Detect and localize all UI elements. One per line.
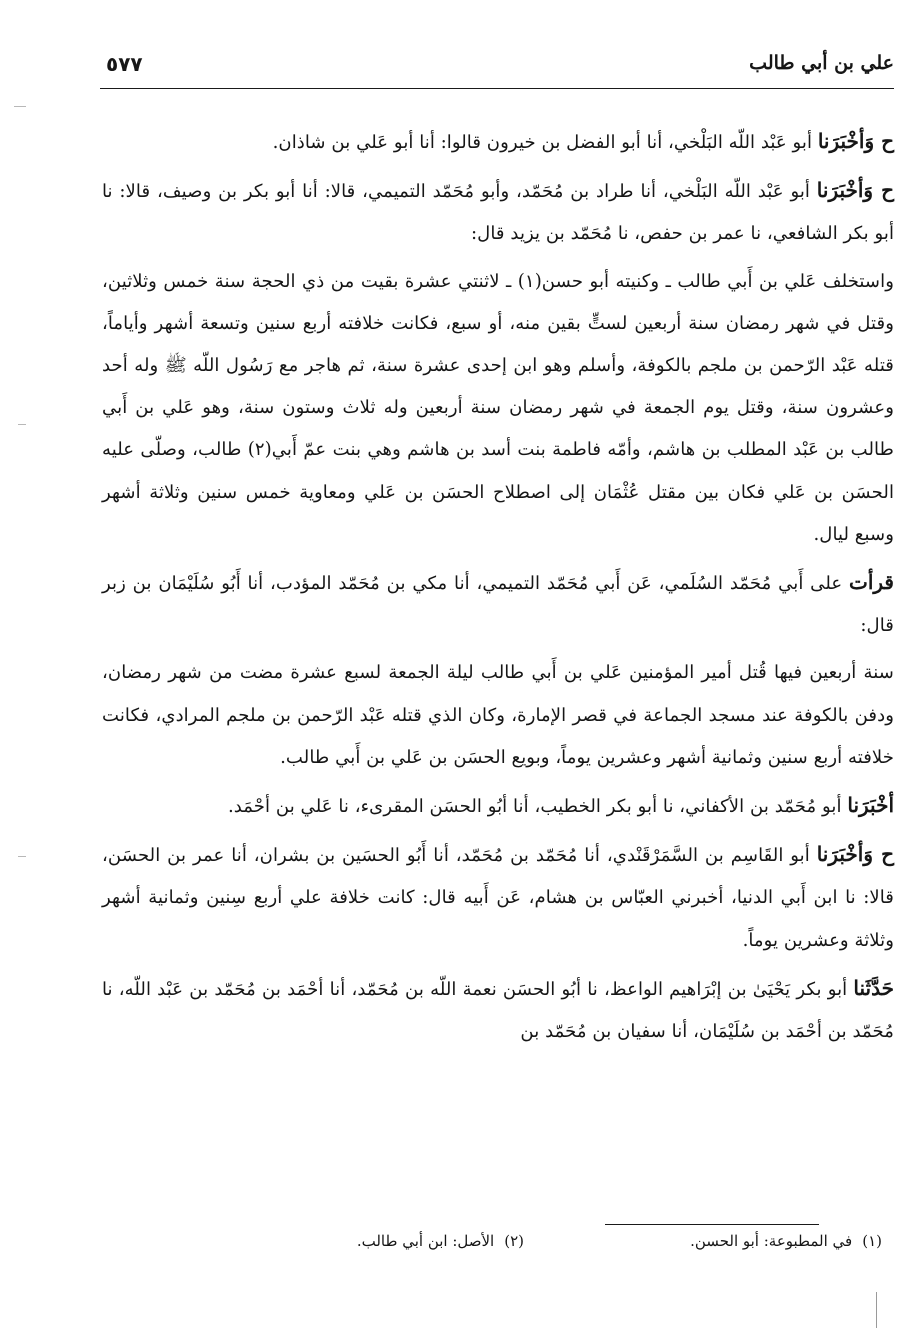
scan-margin-mark bbox=[14, 106, 26, 107]
paragraph bbox=[102, 652, 894, 779]
paragraph bbox=[102, 261, 894, 556]
footnote-rule bbox=[605, 1224, 819, 1225]
footnote-mark: (٢) bbox=[504, 1232, 524, 1250]
footnote-text: في المطبوعة: أبو الحسن. bbox=[690, 1232, 853, 1250]
paragraph-text: أبو عَبْد اللّه البَلْخي، أنا طراد بن مُحَمّد، وأبو مُحَمّد التميمي، قالا: أنا أبو بكر بن وصيف، قالا: نا أبو بكر الشافعي، نا عمر بن حفص، نا مُحَمّد بن يزيد قال: bbox=[102, 181, 894, 245]
paragraph bbox=[102, 784, 894, 828]
paragraph-text: على أَبي مُحَمّد السُلَمي، عَن أَبي مُحَمّد التميمي، أنا مكي بن مُحَمّد المؤدب، أنا أَبُو سُلَيْمَان بن زبر قال: bbox=[102, 573, 894, 637]
scan-margin-mark bbox=[18, 856, 26, 857]
footnote-text: الأصل: ابن أبي طالب. bbox=[356, 1232, 495, 1250]
paragraph bbox=[102, 120, 894, 164]
footnote bbox=[357, 1232, 524, 1250]
paragraph-text: واستخلف عَلي بن أَبي طالب ـ وكنيته أبو حسن(١) ـ لاثنتي عشرة بقيت من ذي الحجة سنة خمس وثلاثين، وقتل في شهر رمضان سنة أربعين لستٍّ بقين منه، أو سبع، فكانت خلافته أربع سنين وتسعة أشهر وأياماً، قتله عَبْد الرّحمن بن ملجم بالكوفة، وأسلم وهو ابن إحدى عشرة سنة، ثم هاجر مع رَسُول اللّه ﷺ وله أحد وعشرون سنة، وقتل يوم الجمعة في شهر رمضان سنة أربعين وله ثلاث وستون سنة، وهو عَلي بن أَبي طالب بن عَبْد المطلب بن هاشم، وأمّه فاطمة بنت أسد بن هاشم وهي بنت عمّ أَبي(٢) طالب، وصلّى عليه الحسَن بن عَلي فكان بين مقتل عُثْمَان إلى اصطلاح الحسَن بن عَلي ومعاوية خمس سنين وثلاثة أشهر وسبع ليال. bbox=[102, 270, 894, 545]
chain-lead: ح وَأخْبَرَنا bbox=[816, 178, 894, 203]
paragraph-text: أبو مُحَمّد بن الأكفاني، نا أبو بكر الخطيب، أنا أبُو الحسَن المقرىء، نا عَلي بن أحْمَد. bbox=[227, 796, 842, 818]
scan-margin-mark bbox=[876, 1292, 877, 1328]
main-text bbox=[102, 120, 894, 1053]
running-title: علي بن أبي طالب bbox=[749, 52, 894, 74]
chain-lead: أخْبَرَنا bbox=[847, 793, 894, 818]
paragraph bbox=[102, 967, 894, 1053]
header-rule bbox=[100, 88, 894, 89]
footnote bbox=[690, 1232, 882, 1250]
paragraph-text: أبو القَاسِم بن السَّمَرْقَنْدي، أنا مُحَمّد بن مُحَمّد، أنا أَبُو الحسَين بن بشران، أنا عمر بن الحسَن، قالا: نا ابن أَبي الدنيا، أخبرني العبّاس بن هشام، عَن أَبيه قال: كانت خلافة علي أربع سِنين وثمانية أشهر وثلاثة وعشرين يوماً. bbox=[102, 845, 894, 951]
page-number: ٥٧٧ bbox=[106, 52, 143, 76]
running-header bbox=[100, 52, 894, 82]
paragraph bbox=[102, 561, 894, 647]
footnote-mark: (١) bbox=[862, 1232, 882, 1250]
paragraph-text: سنة أربعين فيها قُتل أمير المؤمنين عَلي بن أَبي طالب ليلة الجمعة لسبع عشرة مضت من شهر رمضان، ودفن بالكوفة عند مسجد الجماعة في قصر الإمارة، وكان الذي قتله عَبْد الرّحمن بن ملجم المرادي، فكانت خلافته أربع سنين وثمانية أشهر وعشرين يوماً، وبويع الحسَن بن عَلي بن أَبي طالب. bbox=[102, 662, 894, 768]
footnotes bbox=[100, 1232, 894, 1258]
paragraph-text: أبو عَبْد اللّه البَلْخي، أنا أبو الفضل بن خيرون قالوا: أنا أبو عَلي بن شاذان. bbox=[272, 132, 813, 153]
scan-margin-mark bbox=[18, 424, 26, 425]
chain-lead: حَدَّثَنا bbox=[853, 975, 894, 1000]
chain-lead: قرأت bbox=[849, 570, 894, 595]
chain-lead: ح وَأخْبَرَنا bbox=[816, 842, 894, 867]
chain-lead: ح وَأخْبَرَنا bbox=[817, 129, 894, 153]
paragraph bbox=[102, 169, 894, 255]
paragraph-text: أبو بكر يَحْيَىٰ بن إبْرَاهيم الواعظ، نا أبُو الحسَن نعمة اللّه بن مُحَمّد، أنا أحْمَد بن مُحَمّد بن عَبْد اللّه، نا مُحَمّد بن أحْمَد بن سُلَيْمَان، أنا سفيان بن مُحَمّد بن bbox=[102, 978, 894, 1043]
paragraph bbox=[102, 833, 894, 962]
